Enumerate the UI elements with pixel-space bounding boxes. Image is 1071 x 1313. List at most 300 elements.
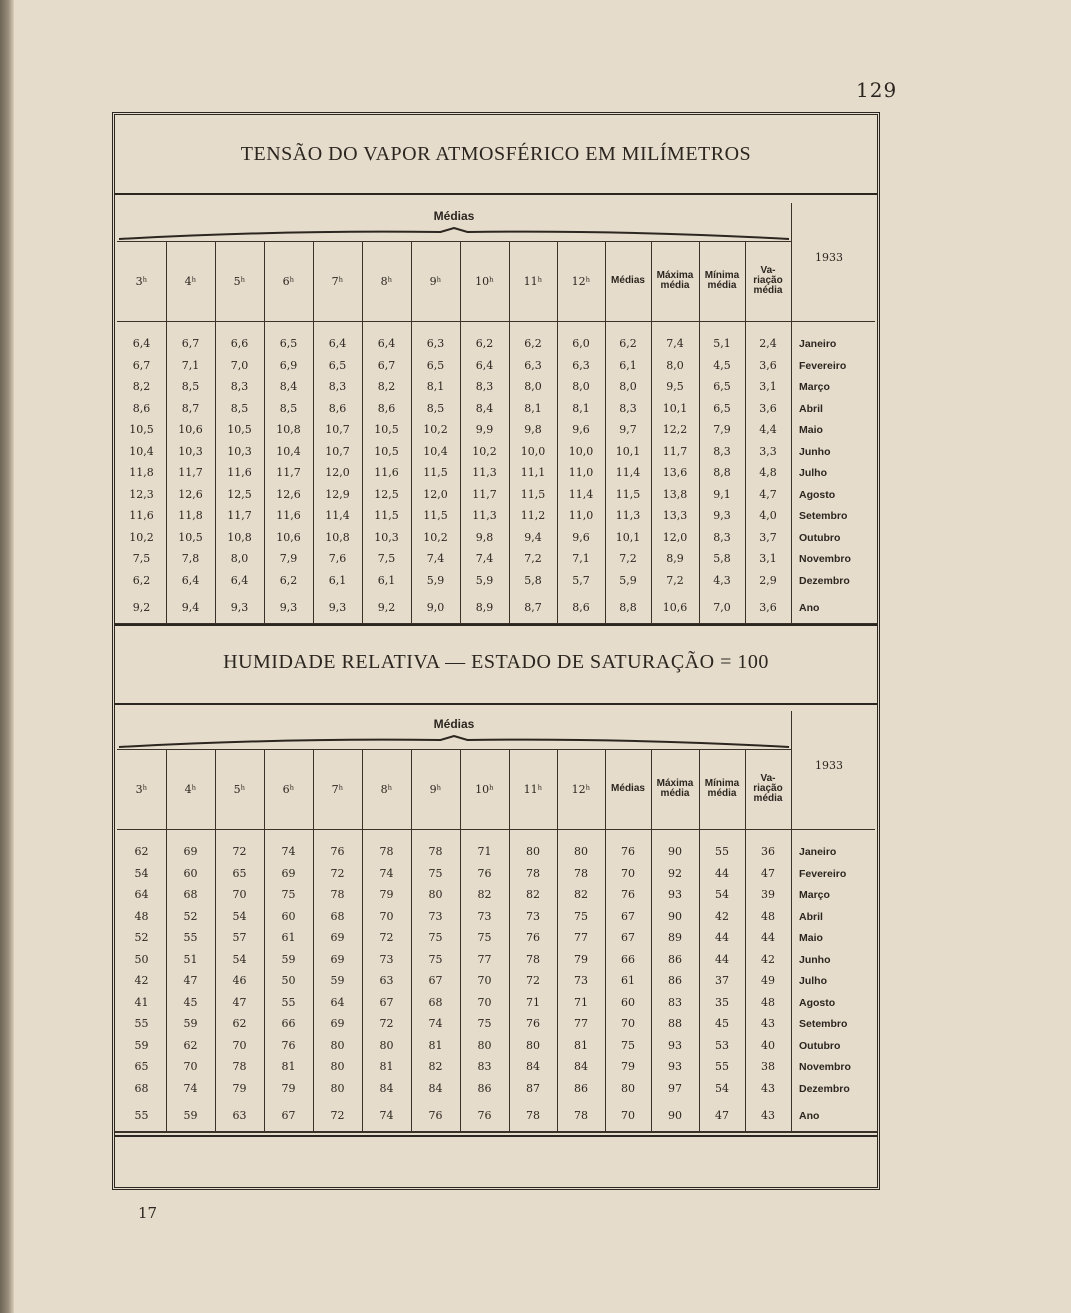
total-cell: 59: [183, 1109, 198, 1122]
total-cell: 76: [428, 1109, 443, 1122]
table-cell: 73: [574, 974, 588, 987]
table-cell: 38: [761, 1060, 775, 1073]
table-cell: 3,3: [759, 444, 777, 458]
table-cell: 10,1: [662, 401, 688, 415]
total-cell: 9,0: [426, 601, 445, 614]
table-cell: 8,3: [619, 401, 637, 415]
table-cell: 3,1: [759, 552, 777, 565]
table-cell: 47: [232, 995, 247, 1009]
total-cell: 9,3: [279, 601, 298, 614]
table-cell: 73: [526, 909, 540, 923]
group-brace: [117, 735, 791, 749]
table-cell: 10,5: [374, 444, 399, 458]
table-cell: 7,2: [666, 573, 684, 587]
table-cell: 8,8: [713, 466, 731, 479]
table-cell: 82: [526, 888, 540, 901]
table-cell: 72: [379, 1017, 394, 1030]
table-cell: 10,1: [615, 444, 641, 458]
column-header: 8ʰ: [380, 782, 393, 796]
table-cell: 7,9: [713, 423, 731, 436]
table-cell: 6,2: [475, 337, 494, 350]
table-cell: 7,0: [230, 358, 249, 372]
month-label: Junho: [799, 445, 831, 458]
table-cell: 6,1: [328, 573, 347, 587]
table2-title: HUMIDADE RELATIVA — ESTADO DE SATURAÇÃO = 100: [223, 651, 769, 673]
table-cell: 12,6: [276, 487, 301, 501]
table-cell: 74: [379, 866, 394, 880]
table-cell: 80: [477, 1038, 492, 1052]
table-cell: 11,5: [520, 487, 546, 501]
table-cell: 9,1: [713, 487, 731, 501]
table-cell: 10,3: [178, 444, 203, 458]
table-cell: 6,0: [572, 337, 590, 350]
table-cell: 93: [668, 1038, 682, 1052]
medias-group-label: Médias: [433, 209, 475, 223]
total-cell: 70: [621, 1109, 635, 1122]
table-cell: 76: [330, 845, 345, 858]
table-cell: 6,4: [328, 337, 347, 350]
table-cell: 10,4: [276, 444, 301, 458]
table-cell: 80: [379, 1038, 394, 1052]
year-total-label: Ano: [799, 1110, 820, 1122]
table-cell: 5,7: [572, 573, 590, 587]
table-cell: 79: [621, 1060, 635, 1073]
table-cell: 80: [621, 1081, 635, 1095]
book-spine: [0, 0, 14, 1313]
table-cell: 10,4: [423, 444, 448, 458]
table-cell: 4,0: [759, 509, 777, 522]
table-cell: 61: [281, 931, 296, 944]
table-cell: 70: [477, 974, 492, 987]
table-cell: 52: [183, 909, 198, 923]
table-cell: 2,4: [759, 337, 777, 350]
table-cell: 11,5: [374, 509, 399, 522]
table-cell: 6,5: [426, 358, 445, 372]
table-cell: 10,0: [520, 444, 546, 458]
table-cell: 6,3: [572, 358, 590, 372]
table-cell: 6,2: [524, 337, 542, 350]
table-cell: 8,3: [328, 380, 347, 393]
total-cell: 55: [134, 1109, 149, 1122]
column-header: 10ʰ: [475, 274, 494, 288]
table-cell: 59: [134, 1038, 149, 1052]
group-brace: [117, 227, 791, 241]
table-cell: 10,4: [129, 444, 154, 458]
table-cell: 84: [428, 1081, 443, 1095]
table-cell: 73: [477, 909, 492, 923]
table-cell: 70: [379, 909, 394, 923]
table-cell: 10,8: [227, 530, 252, 544]
table-cell: 6,2: [619, 337, 637, 350]
table-cell: 12,6: [178, 487, 203, 501]
column-header: Médias: [611, 275, 645, 286]
page-number: 129: [856, 78, 898, 102]
table-cell: 79: [379, 888, 394, 901]
total-cell: 8,7: [524, 601, 542, 614]
table-cell: 11,6: [276, 509, 301, 522]
month-label: Julho: [799, 975, 827, 987]
table-cell: 47: [761, 866, 775, 880]
table-cell: 78: [526, 952, 540, 966]
table-cell: 86: [668, 952, 682, 966]
table-cell: 44: [715, 866, 729, 880]
table-cell: 11,6: [129, 509, 154, 522]
table-cell: 44: [715, 952, 729, 966]
table-cell: 69: [281, 866, 296, 880]
table-cell: 63: [379, 974, 394, 987]
month-label: Agosto: [799, 996, 836, 1009]
table-cell: 55: [134, 1017, 149, 1030]
table-cell: 50: [134, 952, 149, 966]
month-label: Fevereiro: [799, 867, 847, 880]
table-cell: 51: [183, 952, 198, 966]
table-cell: 55: [715, 1060, 729, 1073]
table-cell: 10,7: [325, 423, 350, 436]
table-cell: 6,4: [475, 358, 494, 372]
table-cell: 44: [761, 931, 775, 944]
table-cell: 80: [330, 1081, 345, 1095]
table-cell: 6,4: [377, 337, 396, 350]
table-cell: 74: [428, 1017, 443, 1030]
table-cell: 70: [621, 1017, 635, 1030]
table-cell: 11,4: [568, 487, 594, 501]
table-cell: 5,9: [426, 573, 445, 587]
table-cell: 70: [477, 995, 492, 1009]
table-cell: 73: [379, 952, 394, 966]
table-cell: 6,4: [181, 573, 200, 587]
table-cell: 11,3: [472, 466, 497, 479]
table-cell: 10,2: [423, 530, 448, 544]
table-cell: 84: [526, 1060, 540, 1073]
table-cell: 78: [574, 866, 588, 880]
total-cell: 47: [715, 1109, 729, 1122]
column-header: 11ʰ: [523, 274, 543, 288]
year-column-rule: [791, 711, 792, 749]
table-cell: 4,3: [713, 573, 731, 587]
table-cell: 6,4: [230, 573, 249, 587]
table-cell: 8,4: [475, 401, 494, 415]
table-cell: 7,4: [666, 337, 684, 350]
table-cell: 11,8: [178, 509, 203, 522]
column-header: 12ʰ: [571, 782, 591, 796]
table-cell: 7,5: [377, 552, 396, 565]
section-divider: [115, 624, 877, 626]
table-cell: 6,6: [230, 337, 249, 350]
table-cell: 75: [428, 931, 443, 944]
table-cell: 11,4: [325, 509, 350, 522]
table-bottom-line: [115, 1131, 877, 1133]
table-cell: 10,5: [227, 423, 252, 436]
table-cell: 8,5: [181, 380, 200, 393]
table-cell: 83: [668, 995, 682, 1009]
table-cell: 7,4: [475, 552, 494, 565]
table-cell: 37: [715, 974, 729, 987]
table-cell: 54: [134, 866, 149, 880]
table-cell: 68: [428, 995, 443, 1009]
table-cell: 45: [183, 995, 198, 1009]
month-label: Janeiro: [799, 338, 837, 350]
month-label: Novembro: [799, 1061, 851, 1073]
table-cell: 41: [134, 995, 149, 1009]
total-cell: 78: [574, 1109, 588, 1122]
table-cell: 81: [281, 1060, 296, 1073]
total-cell: 74: [379, 1109, 394, 1122]
table-cell: 8,5: [426, 401, 445, 415]
table-cell: 81: [574, 1038, 588, 1052]
table-cell: 6,5: [713, 380, 731, 393]
table-cell: 5,9: [475, 573, 494, 587]
table-cell: 5,9: [619, 573, 637, 587]
month-label: Abril: [799, 910, 823, 923]
month-label: Abril: [799, 402, 823, 415]
table-cell: 76: [621, 845, 635, 858]
table-cell: 6,3: [524, 358, 542, 372]
column-header: 9ʰ: [429, 274, 442, 288]
table-cell: 3,6: [759, 401, 777, 415]
table-cell: 97: [668, 1081, 682, 1095]
table-cell: 12,5: [227, 487, 252, 501]
header-bottom-line: [117, 829, 875, 830]
table-cell: 60: [281, 909, 296, 923]
table-cell: 7,5: [132, 552, 151, 565]
table-cell: 64: [330, 995, 345, 1009]
table-cell: 52: [134, 931, 149, 944]
table-cell: 80: [330, 1038, 345, 1052]
table-cell: 42: [134, 974, 149, 987]
bottom-divider: [115, 1135, 877, 1137]
table-cell: 84: [379, 1081, 394, 1095]
table-cell: 87: [526, 1081, 540, 1095]
table-cell: 70: [232, 888, 247, 901]
table-cell: 79: [232, 1081, 247, 1095]
total-cell: 8,6: [572, 601, 590, 614]
table-cell: 66: [281, 1017, 296, 1030]
table-cell: 11,7: [227, 509, 252, 522]
medias-group-label: Médias: [433, 717, 475, 731]
table-cell: 66: [621, 952, 635, 966]
table-cell: 6,1: [619, 358, 637, 372]
table-cell: 68: [183, 888, 198, 901]
table-cell: 70: [621, 866, 635, 880]
table-cell: 75: [428, 866, 443, 880]
table-cell: 9,6: [572, 530, 590, 544]
total-cell: 72: [330, 1109, 345, 1122]
table-cell: 74: [281, 845, 296, 858]
table-cell: 69: [183, 845, 198, 858]
table-cell: 86: [477, 1081, 492, 1095]
table-cell: 57: [232, 931, 247, 944]
table-cell: 13,8: [662, 487, 688, 501]
table-cell: 75: [428, 952, 443, 966]
table-cell: 10,2: [472, 444, 497, 458]
table-cell: 62: [232, 1017, 247, 1030]
table-cell: 62: [183, 1038, 198, 1052]
column-header: Máxima média: [656, 778, 694, 799]
column-header: Médias: [611, 783, 645, 794]
table-cell: 89: [668, 931, 682, 944]
table-cell: 3,1: [759, 380, 777, 393]
table-cell: 86: [574, 1081, 588, 1095]
table-cell: 12,2: [662, 423, 688, 436]
table-cell: 67: [428, 974, 443, 987]
table-cell: 6,5: [279, 337, 298, 350]
table-cell: 79: [574, 952, 588, 966]
header-bottom-line: [117, 321, 875, 322]
table-cell: 48: [134, 909, 149, 923]
table-cell: 9,6: [572, 423, 590, 436]
table-cell: 8,3: [230, 380, 249, 393]
title-divider: [115, 703, 877, 705]
table-cell: 78: [330, 888, 345, 901]
table-cell: 10,5: [129, 423, 154, 436]
column-header: Máxima média: [656, 270, 694, 291]
column-header: 10ʰ: [475, 782, 494, 796]
table-cell: 80: [428, 888, 443, 901]
column-header: 12ʰ: [571, 274, 591, 288]
table-cell: 69: [330, 931, 345, 944]
table-cell: 12,5: [374, 487, 399, 501]
total-cell: 8,8: [619, 601, 637, 614]
page-frame: [112, 112, 880, 1190]
table-cell: 9,5: [666, 380, 684, 393]
table-cell: 8,0: [572, 380, 590, 393]
table-cell: 70: [232, 1038, 247, 1052]
table-cell: 82: [574, 888, 588, 901]
table-cell: 12,0: [325, 466, 350, 479]
table-cell: 11,3: [472, 509, 497, 522]
column-header: Mínima média: [704, 270, 740, 291]
table-cell: 6,7: [132, 358, 151, 372]
table-cell: 11,7: [662, 444, 688, 458]
table-cell: 55: [715, 845, 729, 858]
table-cell: 5,1: [713, 337, 731, 350]
table-cell: 78: [428, 845, 443, 858]
column-header: Va- riação média: [753, 265, 783, 296]
table-cell: 64: [134, 888, 149, 901]
table-cell: 8,6: [132, 401, 151, 415]
table-cell: 7,8: [181, 552, 200, 565]
table-cell: 11,0: [568, 509, 594, 522]
table-cell: 71: [477, 845, 492, 858]
table-cell: 72: [232, 845, 247, 858]
table-cell: 76: [621, 888, 635, 901]
total-cell: 90: [668, 1109, 682, 1122]
table-cell: 7,6: [328, 552, 347, 565]
month-label: Março: [799, 381, 830, 393]
table-cell: 90: [668, 845, 682, 858]
total-cell: 9,4: [181, 601, 200, 614]
table-cell: 10,5: [178, 530, 203, 544]
table-cell: 10,3: [227, 444, 252, 458]
table-cell: 77: [574, 931, 588, 944]
table-cell: 73: [428, 909, 443, 923]
month-label: Dezembro: [799, 1082, 850, 1095]
table-cell: 68: [134, 1081, 149, 1095]
column-header: 3ʰ: [135, 782, 148, 796]
total-cell: 63: [232, 1109, 247, 1122]
title-divider: [115, 193, 877, 195]
table-cell: 6,2: [279, 573, 298, 587]
table-cell: 11,5: [615, 487, 641, 501]
table-cell: 65: [134, 1060, 149, 1073]
table-cell: 93: [668, 888, 682, 901]
table-cell: 8,6: [328, 401, 347, 415]
month-label: Fevereiro: [799, 359, 847, 372]
year-total-label: Ano: [799, 602, 820, 614]
total-cell: 9,3: [328, 601, 347, 614]
table-cell: 8,5: [279, 401, 298, 415]
table-cell: 11,6: [227, 466, 252, 479]
table-cell: 84: [574, 1060, 588, 1073]
table-cell: 8,0: [619, 380, 637, 393]
table-cell: 55: [183, 931, 198, 944]
table-cell: 9,3: [713, 509, 731, 522]
table-cell: 54: [232, 952, 247, 966]
table-cell: 10,5: [374, 423, 399, 436]
table-cell: 90: [668, 909, 682, 923]
table-cell: 43: [761, 1081, 775, 1095]
column-rule: [791, 749, 792, 1131]
month-label: Setembro: [799, 510, 848, 522]
table-cell: 40: [761, 1038, 775, 1052]
table-cell: 48: [761, 995, 775, 1009]
month-label: Outubro: [799, 1039, 841, 1052]
month-label: Maio: [799, 424, 823, 436]
column-header: 5ʰ: [233, 782, 246, 796]
table-cell: 83: [477, 1060, 492, 1073]
table-cell: 48: [761, 909, 775, 923]
table-cell: 13,6: [662, 466, 688, 479]
table-cell: 8,7: [181, 401, 200, 415]
table-cell: 6,3: [426, 337, 445, 350]
table-cell: 9,8: [524, 423, 542, 436]
table-cell: 72: [526, 974, 540, 987]
total-cell: 9,2: [132, 601, 151, 614]
table-cell: 8,2: [377, 380, 396, 393]
table-cell: 12,3: [129, 487, 154, 501]
total-cell: 9,3: [230, 601, 249, 614]
table-cell: 43: [761, 1017, 775, 1030]
table-cell: 11,3: [615, 509, 641, 522]
table-cell: 67: [621, 909, 635, 923]
column-header: 6ʰ: [282, 782, 295, 796]
column-header: 6ʰ: [282, 274, 295, 288]
table-cell: 6,7: [377, 358, 396, 372]
table-cell: 75: [574, 909, 588, 923]
table-cell: 75: [621, 1038, 635, 1052]
total-cell: 76: [477, 1109, 492, 1122]
total-cell: 67: [281, 1109, 296, 1122]
table-cell: 11,7: [276, 466, 301, 479]
table-cell: 11,7: [472, 487, 497, 501]
table-cell: 35: [715, 995, 729, 1009]
month-label: Outubro: [799, 531, 841, 544]
total-cell: 43: [761, 1109, 775, 1122]
table-cell: 8,3: [475, 380, 494, 393]
table-cell: 11,5: [423, 509, 448, 522]
table-cell: 8,0: [230, 552, 249, 565]
table-cell: 54: [715, 888, 729, 901]
table-cell: 8,9: [666, 552, 684, 565]
total-cell: 7,0: [713, 601, 731, 614]
table-cell: 72: [330, 866, 345, 880]
table-cell: 76: [526, 931, 540, 944]
column-header: Va- riação média: [753, 773, 783, 804]
table-cell: 59: [281, 952, 296, 966]
table-cell: 8,6: [377, 401, 396, 415]
table-cell: 10,7: [325, 444, 350, 458]
table-cell: 10,2: [129, 530, 154, 544]
